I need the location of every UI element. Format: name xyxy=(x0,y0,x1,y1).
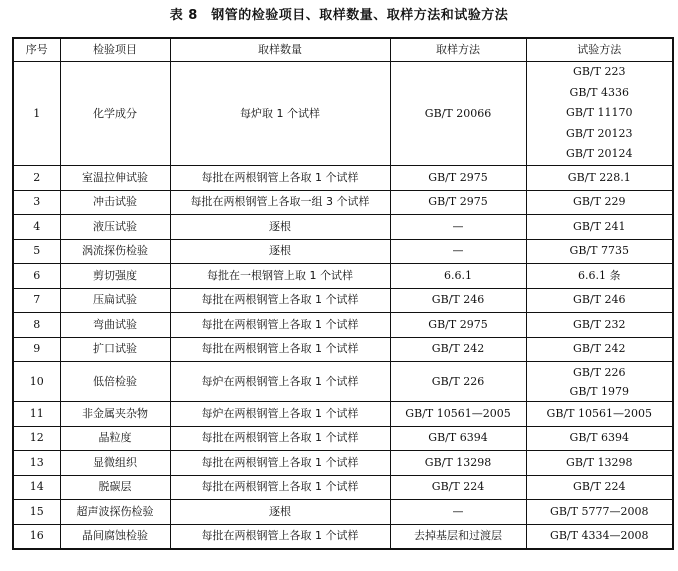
row-qty: 每炉在两根钢管上各取 1 个试样 xyxy=(170,362,390,402)
row-no: 11 xyxy=(13,402,60,427)
row-item: 显微组织 xyxy=(60,451,170,476)
table-row xyxy=(13,166,673,191)
row-qty: 每批在两根钢管上各取一组 3 个试样 xyxy=(170,190,390,215)
row-sampling: GB/T 2975 xyxy=(390,313,526,338)
row-item: 低倍检验 xyxy=(60,362,170,402)
row-no: 13 xyxy=(13,451,60,476)
header-row xyxy=(13,38,673,62)
test-method: GB/T 20123 xyxy=(566,126,633,140)
row-sampling: GB/T 2975 xyxy=(390,166,526,191)
row-no: 5 xyxy=(13,239,60,264)
table-row xyxy=(13,362,673,402)
row-tests: 6.6.1 条 xyxy=(526,264,673,289)
test-method: GB/T 226 xyxy=(573,365,626,379)
row-qty: 逐根 xyxy=(170,239,390,264)
row-qty: 每批在两根钢管上各取 1 个试样 xyxy=(170,337,390,362)
row-no: 10 xyxy=(13,362,60,402)
row-qty: 每批在一根钢管上取 1 个试样 xyxy=(170,264,390,289)
row-tests xyxy=(526,362,673,402)
row-item: 剪切强度 xyxy=(60,264,170,289)
row-item: 非金属夹杂物 xyxy=(60,402,170,427)
row-no: 7 xyxy=(13,288,60,313)
row-no: 15 xyxy=(13,500,60,525)
row-item: 脱碳层 xyxy=(60,475,170,500)
row-sampling: GB/T 6394 xyxy=(390,426,526,451)
row-no: 6 xyxy=(13,264,60,289)
row-no: 4 xyxy=(13,215,60,240)
header-test: 试验方法 xyxy=(526,38,673,62)
row-sampling: GB/T 13298 xyxy=(390,451,526,476)
row-sampling: GB/T 10561—2005 xyxy=(390,402,526,427)
table-row xyxy=(13,62,673,166)
inspection-table xyxy=(12,37,674,550)
header-qty: 取样数量 xyxy=(170,38,390,62)
table-row xyxy=(13,288,673,313)
row-qty: 逐根 xyxy=(170,500,390,525)
test-method: GB/T 20124 xyxy=(566,147,633,161)
row-tests: GB/T 229 xyxy=(526,190,673,215)
table-row xyxy=(13,426,673,451)
table-row xyxy=(13,402,673,427)
row-no: 8 xyxy=(13,313,60,338)
row-no: 14 xyxy=(13,475,60,500)
row-sampling: GB/T 2975 xyxy=(390,190,526,215)
row-item: 压扁试验 xyxy=(60,288,170,313)
table-row xyxy=(13,215,673,240)
table-row xyxy=(13,239,673,264)
test-method: GB/T 223 xyxy=(573,65,626,79)
row-sampling: — xyxy=(390,500,526,525)
row-item: 液压试验 xyxy=(60,215,170,240)
test-method: GB/T 4336 xyxy=(569,85,629,99)
row-tests: GB/T 6394 xyxy=(526,426,673,451)
row-tests: GB/T 5777—2008 xyxy=(526,500,673,525)
row-qty: 每批在两根钢管上各取 1 个试样 xyxy=(170,288,390,313)
row-tests: GB/T 7735 xyxy=(526,239,673,264)
row-no: 3 xyxy=(13,190,60,215)
header-item: 检验项目 xyxy=(60,38,170,62)
table-title: 表 8 钢管的检验项目、取样数量、取样方法和试验方法 xyxy=(169,8,509,23)
row-tests xyxy=(526,62,673,166)
row-sampling: GB/T 224 xyxy=(390,475,526,500)
row-qty: 每批在两根钢管上各取 1 个试样 xyxy=(170,313,390,338)
row-no: 12 xyxy=(13,426,60,451)
row-qty: 每炉取 1 个试样 xyxy=(170,62,390,166)
test-method: GB/T 11170 xyxy=(566,106,633,120)
row-item: 晶间腐蚀检验 xyxy=(60,524,170,549)
row-sampling: GB/T 20066 xyxy=(390,62,526,166)
test-method: GB/T 1979 xyxy=(569,384,629,398)
row-item: 扩口试验 xyxy=(60,337,170,362)
row-item: 冲击试验 xyxy=(60,190,170,215)
row-qty: 每批在两根钢管上各取 1 个试样 xyxy=(170,524,390,549)
row-tests: GB/T 241 xyxy=(526,215,673,240)
row-item: 化学成分 xyxy=(60,62,170,166)
table-row xyxy=(13,451,673,476)
row-item: 超声波探伤检验 xyxy=(60,500,170,525)
row-tests: GB/T 224 xyxy=(526,475,673,500)
row-no: 16 xyxy=(13,524,60,549)
row-sampling: GB/T 226 xyxy=(390,362,526,402)
row-tests: GB/T 228.1 xyxy=(526,166,673,191)
row-qty: 每批在两根钢管上各取 1 个试样 xyxy=(170,166,390,191)
row-qty: 每批在两根钢管上各取 1 个试样 xyxy=(170,451,390,476)
row-tests: GB/T 4334—2008 xyxy=(526,524,673,549)
table-row xyxy=(13,337,673,362)
row-qty: 每批在两根钢管上各取 1 个试样 xyxy=(170,426,390,451)
table-row xyxy=(13,264,673,289)
table-row xyxy=(13,313,673,338)
table-row xyxy=(13,475,673,500)
row-qty: 每批在两根钢管上各取 1 个试样 xyxy=(170,475,390,500)
row-tests: GB/T 246 xyxy=(526,288,673,313)
row-sampling: GB/T 246 xyxy=(390,288,526,313)
table-row xyxy=(13,190,673,215)
row-tests: GB/T 242 xyxy=(526,337,673,362)
row-sampling: — xyxy=(390,215,526,240)
row-sampling: GB/T 242 xyxy=(390,337,526,362)
table-row xyxy=(13,524,673,549)
row-qty: 每炉在两根钢管上各取 1 个试样 xyxy=(170,402,390,427)
row-no: 2 xyxy=(13,166,60,191)
row-no: 1 xyxy=(13,62,60,166)
row-item: 晶粒度 xyxy=(60,426,170,451)
row-tests: GB/T 232 xyxy=(526,313,673,338)
row-tests: GB/T 13298 xyxy=(526,451,673,476)
row-sampling: 去掉基层和过渡层 xyxy=(390,524,526,549)
row-item: 室温拉伸试验 xyxy=(60,166,170,191)
row-qty: 逐根 xyxy=(170,215,390,240)
row-item: 弯曲试验 xyxy=(60,313,170,338)
header-no: 序号 xyxy=(13,38,60,62)
row-tests: GB/T 10561—2005 xyxy=(526,402,673,427)
table-row xyxy=(13,500,673,525)
row-item: 涡流探伤检验 xyxy=(60,239,170,264)
header-sampling: 取样方法 xyxy=(390,38,526,62)
row-no: 9 xyxy=(13,337,60,362)
row-sampling: — xyxy=(390,239,526,264)
row-sampling: 6.6.1 xyxy=(390,264,526,289)
